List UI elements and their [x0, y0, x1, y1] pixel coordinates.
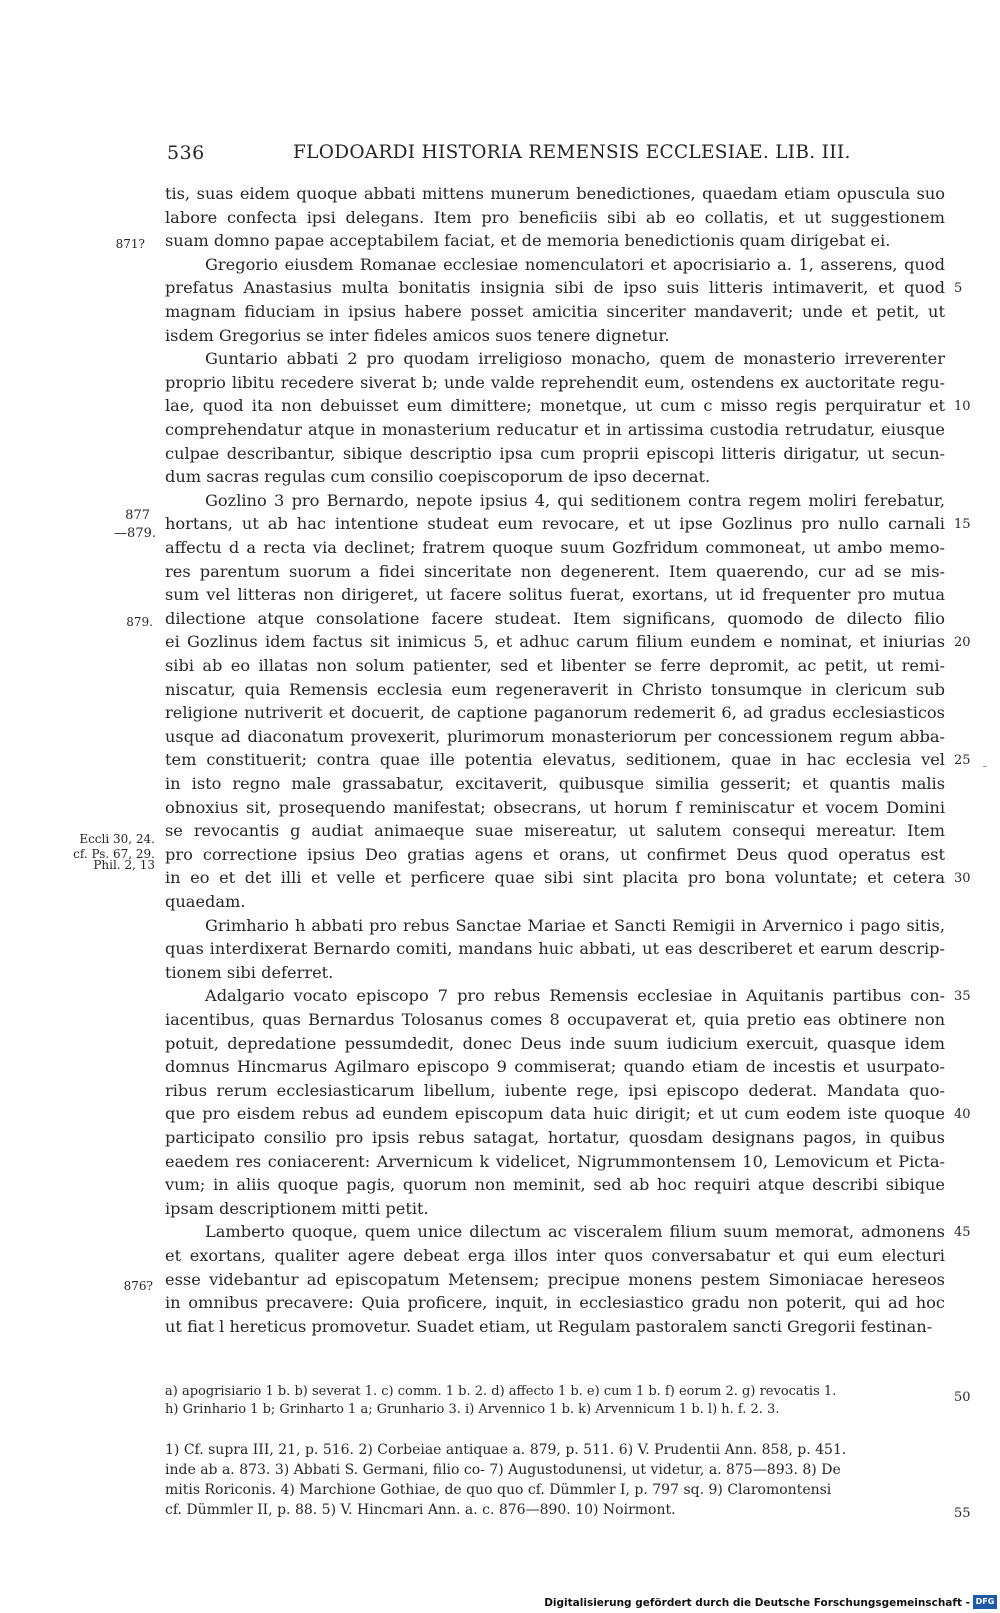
text-line: et exortans, qualiter agere debeat erga illos inter quos conversabatur et qui eum electuri	[165, 1246, 945, 1265]
text-line: Gregorio eiusdem Romanae ecclesiae nomenculatori et apocrisiario a. 1, asserens, quod	[205, 254, 945, 274]
text-line: Lamberto quoque, quem unice dilectum ac visceralem filium suum memorat, admonens	[205, 1222, 945, 1242]
margin-note: —879.	[114, 526, 156, 541]
text-line: Grimhario h abbati pro rebus Sanctae Mariae et Sancti Remigii in Arvernico i pago sitis,	[205, 915, 945, 935]
text-line: domnus Hincmarus Agilmaro episcopo 9 commiserat; quando etiam de incestis et usurpato-	[165, 1057, 945, 1077]
margin-note: Eccli 30, 24.	[79, 832, 155, 846]
text-line: religione nutriverit et docuerit, de captione paganorum redemerit 6, ad gradus ecclesiasticos	[165, 703, 945, 723]
scan-mark	[983, 766, 987, 767]
line-number: 30	[954, 871, 971, 887]
text-line: labore confecta ipsi delegans. Item pro beneficiis sibi ab eo collatis, et ut suggestionem	[165, 207, 945, 227]
margin-note: 871?	[115, 237, 145, 251]
dfg-logo-icon: DFG	[973, 1595, 997, 1609]
line-number: 35	[954, 989, 971, 1005]
text-line: ut fiat l hereticus promovetur. Suadet etiam, ut Regulam pastoralem sancti Gregorii festinan-	[165, 1316, 933, 1336]
page-header	[0, 142, 1000, 172]
text-line: Gozlino 3 pro Bernardo, nepote ipsius 4, qui seditionem contra regem moliri ferebatur,	[205, 490, 945, 510]
note-line: cf. Dümmler II, p. 88. 5) V. Hincmari Ann. a. c. 876—890. 10) Noirmont.	[165, 1502, 676, 1518]
footer-bar	[0, 1593, 1000, 1613]
text-line: sum vel litteras non dirigeret, ut facere solitus fuerat, exortans, ut id frequenter pro mutua	[165, 585, 945, 605]
note-line: inde ab a. 873. 3) Abbati S. Germani, filio co- 7) Augustodunensi, ut videtur, a. 875—893. 8) De	[165, 1462, 841, 1478]
line-number: 45	[954, 1225, 971, 1241]
text-line: quaedam.	[165, 892, 246, 911]
text-line: usque ad diaconatum provexerit, plurimorum monasteriorum per concessionem regum abba-	[165, 726, 945, 746]
note-line: 1) Cf. supra III, 21, p. 516. 2) Corbeiae antiquae a. 879, p. 511. 6) V. Prudentii Ann. 858, p. 451.	[165, 1442, 847, 1458]
text-line: culpae describantur, sibique descriptio ipsa cum proprii episcopi litteris dirigatur, ut secun-	[165, 443, 945, 463]
text-line: dum sacras regulas cum consilio coepiscoporum de ipso decernat.	[165, 467, 711, 487]
line-number: 40	[954, 1107, 971, 1123]
text-line: niscatur, quia Remensis ecclesia eum regeneraverit in Christo tonsumque in clericum sub	[165, 679, 945, 699]
text-line: lae, quod ita non debuisset eum dimittere; monetque, ut cum c misso regis perquiratur et	[165, 396, 945, 416]
apparatus-line: h) Grinhario 1 b; Grinharto 1 a; Grunhario 3. i) Arvennico 1 b. k) Arvennicum 1 b. l) h. f. 2. 3.	[165, 1402, 780, 1417]
margin-note: 876?	[123, 1279, 153, 1293]
text-line: esse videbantur ad episcopatum Metensem; precipue monens pestem Simoniacae hereseos	[165, 1269, 945, 1289]
line-number: 15	[954, 517, 971, 533]
funding-credit: Digitalisierung gefördert durch die Deutsche Forschungsgemeinschaft -	[544, 1597, 970, 1609]
text-line: hortans, ut ab hac intentione studeat eum revocare, et ut ipse Gozlinus pro nullo carnali	[165, 514, 945, 534]
line-number: 50	[954, 1390, 971, 1405]
text-line: tis, suas eidem quoque abbati mittens munerum benedictiones, quaedam etiam opuscula suo	[165, 184, 945, 203]
text-line: prefatus Anastasius multa bonitatis insignia sibi de ipso suis litteris intimaverit, et quod	[165, 278, 945, 298]
text-line: se revocantis g audiat animaeque suae misereatur, ut salutem consequi mereatur. Item	[165, 821, 945, 841]
text-line: suam domno papae acceptabilem faciat, et de memoria benedictionis quam dirigebat ei.	[165, 231, 891, 251]
text-line: potuit, depredatione pessumdedit, donec Deus inde suum iudicium exercuit, quasque idem	[165, 1033, 945, 1053]
line-number: 55	[954, 1506, 971, 1521]
text-line: in omnibus precavere: Quia proficere, inquit, in ecclesiastico gradu non poterit, qui ad hoc	[165, 1293, 945, 1313]
margin-note: 877	[125, 508, 150, 523]
text-line: Guntario abbati 2 pro quodam irreligioso monacho, quem de monasterio irreverenter	[205, 349, 945, 369]
text-line: tem constituerit; contra quae ille potentia elevatus, seditionem, quae in hac ecclesia vel	[165, 750, 945, 770]
text-line: res parentum suorum a fidei sinceritate non degenerent. Item quaerendo, cur ad se mis-	[165, 561, 945, 581]
text-line: ei Gozlinus idem factus sit inimicus 5, et adhuc carum filium eundem e nominat, et iniurias	[165, 632, 945, 652]
margin-note: 879.	[126, 615, 153, 629]
page-number: 536	[167, 142, 205, 164]
text-line: que pro eisdem rebus ad eundem episcopum data huic dirigit; et ut cum eodem iste quoque	[165, 1104, 945, 1124]
text-line: proprio libitu recedere siverat b; unde valde reprehendit eum, ostendens ex auctoritate regu-	[165, 372, 945, 392]
running-title: FLODOARDI HISTORIA REMENSIS ECCLESIAE. LIB. III.	[293, 142, 851, 163]
text-line: ipsam descriptionem mitti petit.	[165, 1198, 429, 1218]
line-number: 25	[954, 753, 971, 769]
text-line: in eo et det illi et velle et perficere quae sibi sint placita pro bona voluntate; et cetera	[165, 868, 945, 888]
text-line: affectu d a recta via declinet; fratrem quoque suum Gozfridum commoneat, ut ambo memo-	[165, 538, 945, 557]
text-line: in isto regno male grassabatur, excitaverit, quibusque similia gesserit; et quantis malis	[165, 774, 945, 793]
note-line: mitis Roriconis. 4) Marchione Gothiae, de quo quo cf. Dümmler I, p. 797 sq. 9) Claromontensi	[165, 1482, 832, 1498]
text-line: isdem Gregorius se inter fideles amicos suos tenere dignetur.	[165, 325, 670, 345]
text-line: vum; in aliis quoque pagis, quorum non meminit, sed ab hoc requiri atque describi sibique	[165, 1175, 945, 1195]
text-line: tionem sibi deferret.	[165, 962, 334, 982]
text-line: pro correctione ipsius Deo gratias agens et orans, ut confirmet Deus quod operatus est	[165, 844, 945, 864]
text-line: Adalgario vocato episcopo 7 pro rebus Remensis ecclesiae in Aquitanis partibus con-	[205, 986, 945, 1006]
text-line: obnoxius sit, prosequendo manifestat; obsecrans, ut horum f reminiscatur et vocem Domini	[165, 797, 945, 817]
text-line: dilectione atque consolatione facere studeat. Item significans, quomodo de dilecto filio	[165, 608, 945, 628]
text-line: ribus rerum ecclesiasticarum libellum, iubente rege, ipsi episcopo dederat. Mandata quo-	[165, 1080, 945, 1100]
apparatus-line: a) apogrisiario 1 b. b) severat 1. c) comm. 1 b. 2. d) affecto 1 b. e) cum 1 b. f) eorum 2. g) revocatis 1.	[165, 1384, 837, 1399]
line-number: 10	[954, 399, 971, 415]
text-line: magnam fiduciam in ipsius habere posset amicitia sinceriter mandaverit; unde et petit, ut	[165, 302, 945, 321]
text-line: iacentibus, quas Bernardus Tolosanus comes 8 occupaverat et, quia pretio eas obtinere non	[165, 1010, 945, 1029]
text-line: eaedem res coniacerent: Arvernicum k videlicet, Nigrummontensem 10, Lemovicum et Picta-	[165, 1151, 945, 1171]
margin-note: Phil. 2, 13	[93, 858, 155, 872]
text-line: participato consilio pro ipsis rebus satagat, hortatur, quosdam designans pagos, in quibus	[165, 1128, 945, 1147]
text-line: comprehendatur atque in monasterium reducatur et in artissima custodia retrudatur, eiusque	[165, 420, 945, 439]
text-line: quas interdixerat Bernardo comiti, mandans huic abbati, ut eas describeret et earum descrip-	[165, 939, 945, 959]
text-line: sibi ab eo illatas non solum patienter, sed et libenter se ferre depromit, ac petit, ut remi-	[165, 656, 945, 675]
line-number: 5	[954, 281, 963, 297]
line-number: 20	[954, 635, 971, 651]
margin-note: cf. Ps. 67, 29.	[73, 847, 155, 861]
